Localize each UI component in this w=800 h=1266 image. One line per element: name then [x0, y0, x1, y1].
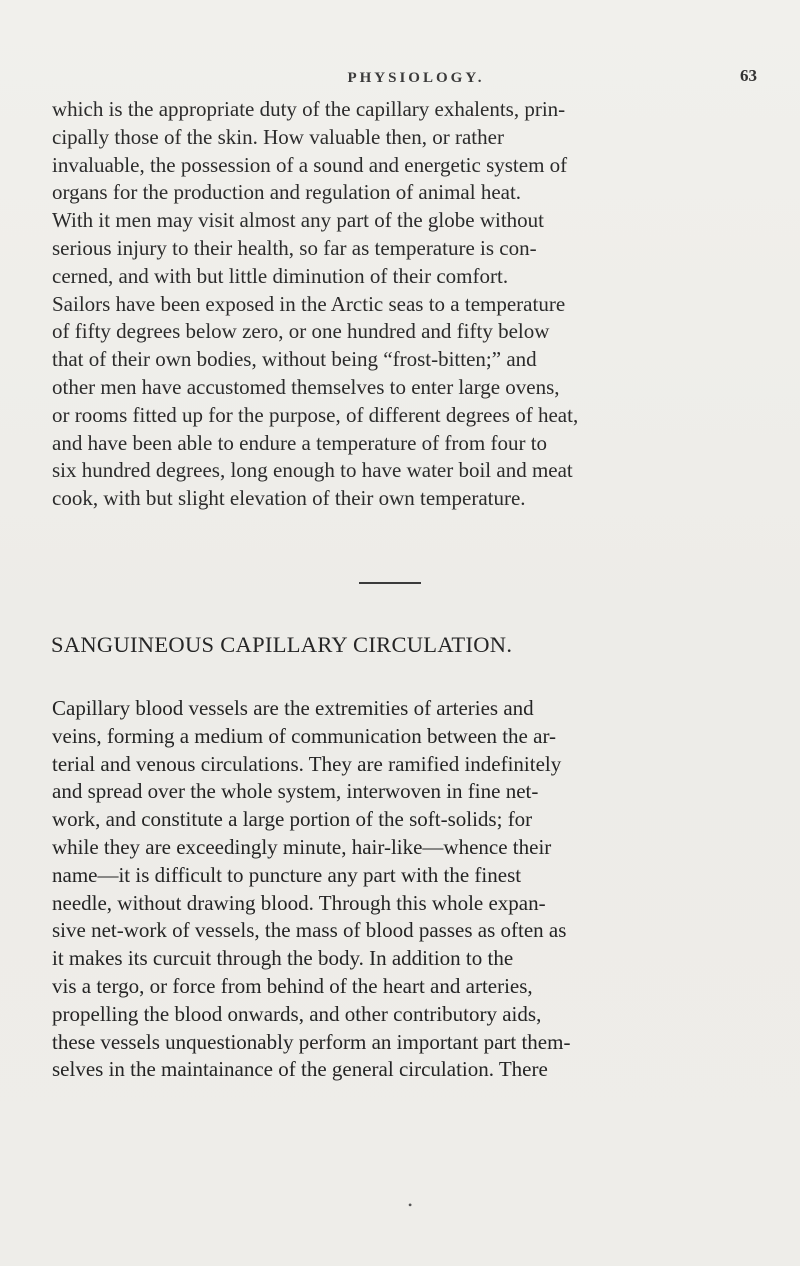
text-line: name—it is difficult to puncture any part with the finest	[52, 862, 522, 887]
text-line: it makes its curcuit through the body. In addition to the	[52, 946, 514, 971]
text-line: other men have accustomed themselves to enter large ovens,	[52, 374, 560, 399]
running-head: PHYSIOLOGY.	[347, 70, 485, 86]
text-line: and spread over the whole system, interwoven in fine net-	[52, 779, 539, 804]
text-line: veins, forming a medium of communication between the ar-	[52, 723, 557, 748]
text-line: vis a tergo, or force from behind of the heart and arteries,	[52, 973, 533, 998]
text-line: serious injury to their health, so far as temperature is con-	[52, 235, 537, 260]
text-line: that of their own bodies, without being “frost-bitten;” and	[52, 347, 537, 372]
paragraph-capillary-vessels	[52, 695, 772, 1084]
footer-mark: •	[408, 1198, 413, 1212]
text-line: sive net-work of vessels, the mass of blood passes as often as	[52, 918, 567, 943]
text-line: With it men may visit almost any part of the globe without	[52, 208, 544, 233]
text-line: Sailors have been exposed in the Arctic seas to a temperature	[52, 291, 566, 316]
page-number: 63	[740, 66, 757, 85]
text-line: while they are exceedingly minute, hair-like—whence their	[52, 834, 552, 859]
text-line: selves in the maintainance of the general circulation. There	[52, 1057, 548, 1082]
text-line: these vessels unquestionably perform an important part them-	[52, 1029, 571, 1054]
text-line: work, and constitute a large portion of the soft-solids; for	[52, 807, 533, 832]
paragraph-animal-heat	[52, 96, 765, 513]
text-line: invaluable, the possession of a sound and energetic system of	[52, 152, 568, 177]
text-line: terial and venous circulations. They are ramified indefinitely	[52, 751, 562, 776]
text-line: organs for the production and regulation of animal heat.	[52, 180, 522, 205]
text-line: Capillary blood vessels are the extremities of arteries and	[52, 696, 534, 720]
text-line: which is the appropriate duty of the capillary exhalents, prin-	[52, 97, 566, 121]
text-line: and have been able to endure a temperature of from four to	[52, 430, 548, 455]
text-line: cipally those of the skin. How valuable then, or rather	[52, 124, 504, 149]
text-line: cook, with but slight elevation of their own temperature.	[52, 486, 526, 511]
section-divider	[359, 582, 421, 584]
section-title: SANGUINEOUS CAPILLARY CIRCULATION.	[51, 632, 513, 657]
text-line: needle, without drawing blood. Through this whole expan-	[52, 890, 546, 915]
text-line: six hundred degrees, long enough to have water boil and meat	[52, 458, 573, 483]
text-line: or rooms fitted up for the purpose, of different degrees of heat,	[52, 402, 579, 427]
text-line: propelling the blood onwards, and other contributory aids,	[52, 1001, 542, 1026]
text-line: cerned, and with but little diminution of their comfort.	[52, 263, 509, 288]
text-line: of fifty degrees below zero, or one hundred and fifty below	[52, 319, 550, 344]
